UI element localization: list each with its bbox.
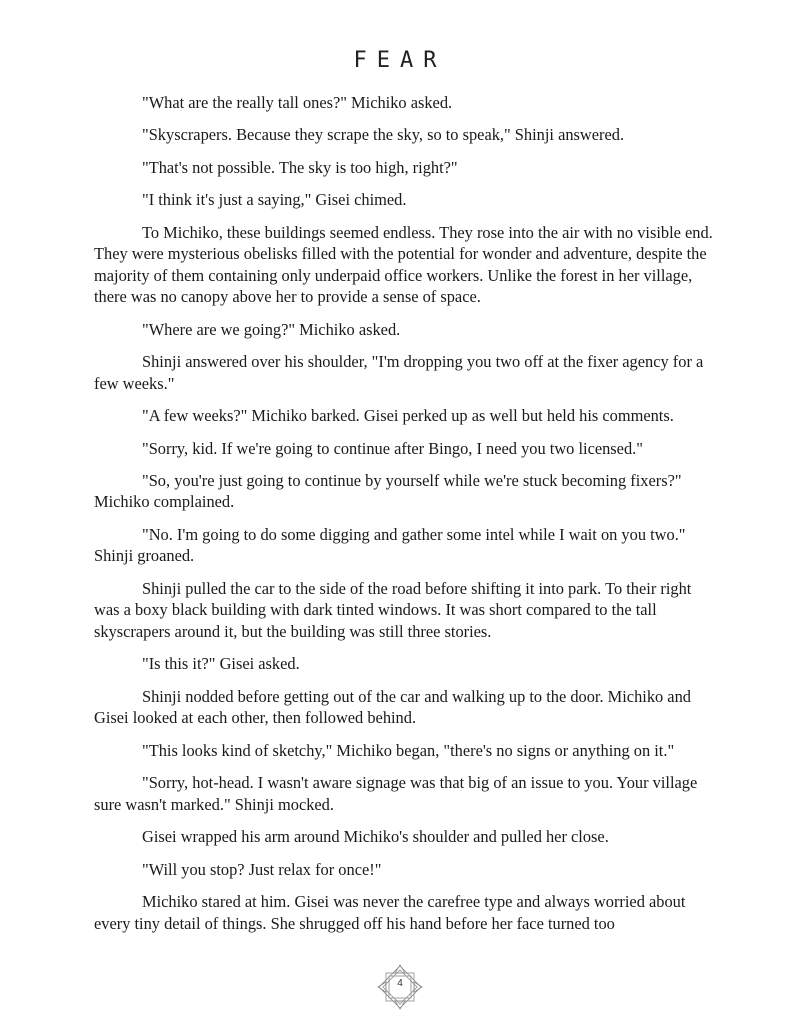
paragraph: "Is this it?" Gisei asked. [142, 654, 300, 674]
paragraph: "What are the really tall ones?" Michiko asked. [142, 93, 453, 112]
running-header-title: FEAR [353, 48, 447, 73]
paragraph: "A few weeks?" Michiko barked. Gisei perked up as well but held his comments. [142, 406, 674, 426]
paragraph: "Skyscrapers. Because they scrape the sky, so to speak," Shinji answered. [142, 125, 625, 145]
paragraph: "Where are we going?" Michiko asked. [142, 319, 401, 339]
paragraph: Shinji answered over his shoulder, "I'm dropping you two off at the fixer agency for a few weeks." [94, 352, 704, 393]
paragraph: "No. I'm going to do some digging and gather some intel while I wait on you two." Shinji groaned. [94, 524, 686, 566]
paragraph: Michiko stared at him. Gisei was never the carefree type and always worried about every tiny detail of things. She shrugged off his hand before her face turned too [94, 891, 686, 933]
paragraph: "Sorry, hot-head. I wasn't aware signage was that big of an issue to you. Your village sure wasn't marked." Shinji mocked. [94, 773, 698, 814]
paragraph: "Will you stop? Just relax for once!" [142, 859, 382, 879]
paragraph: Shinji pulled the car to the side of the road before shifting it into park. To their right was a boxy black building with dark tinted windows. It was short compared to the tall skyscrapers around it, but the building was still three stories. [94, 578, 692, 642]
body-text [94, 92, 714, 945]
paragraph: "I think it's just a saying," Gisei chimed. [142, 190, 407, 210]
paragraph: "This looks kind of sketchy," Michiko began, "there's no signs or anything on it." [142, 740, 675, 760]
paragraph: To Michiko, these buildings seemed endless. They rose into the air with no visible end. They were mysterious obelisks filled with the potential for wonder and adventure, despite the majority of them containing only underpaid office workers. Unlike the forest in her village, there was no canopy above her to provide a sense of space. [94, 222, 713, 307]
paragraph: Gisei wrapped his arm around Michiko's shoulder and pulled her close. [142, 827, 609, 847]
paragraph: "That's not possible. The sky is too high, right?" [142, 157, 458, 177]
paragraph: "So, you're just going to continue by yourself while we're stuck becoming fixers?" Michiko complained. [94, 470, 682, 512]
page-number-ornament [377, 964, 423, 1010]
paragraph: "Sorry, kid. If we're going to continue after Bingo, I need you two licensed." [142, 438, 643, 458]
paragraph: Shinji nodded before getting out of the car and walking up to the door. Michiko and Gisei looked at each other, then followed behind. [94, 686, 691, 728]
page-number: 4 [397, 978, 403, 989]
